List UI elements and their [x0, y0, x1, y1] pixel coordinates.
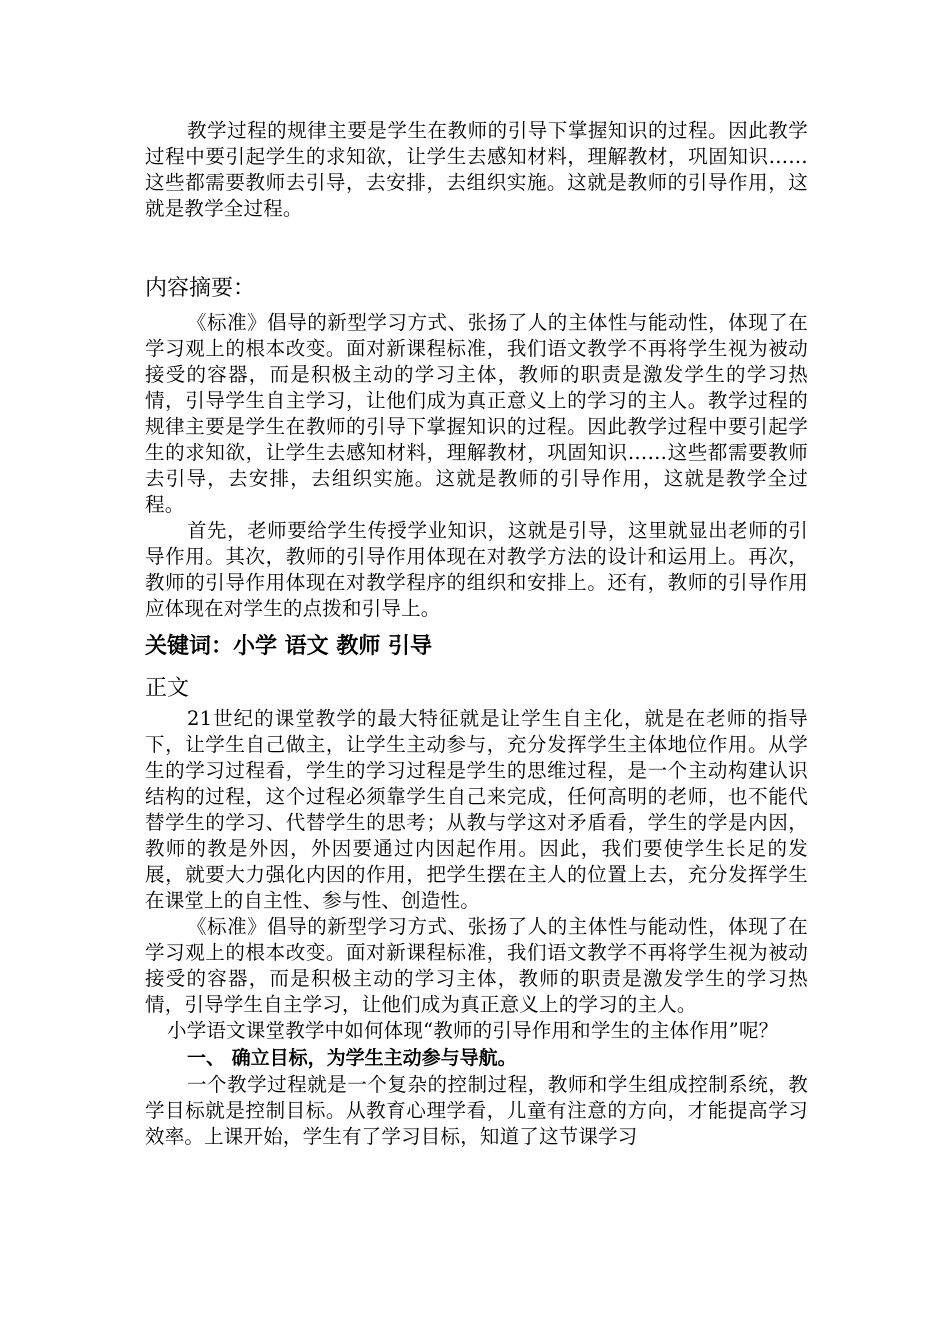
spacer — [145, 222, 808, 274]
intro-paragraph: 教学过程的规律主要是学生在教师的引导下掌握知识的过程。因此教学过程中要引起学生的求知欲，让学生去感知材料，理解教材，巩固知识……这些都需要教师去引导，去安排，去组织实施。这就是教师的引导作用，这就是教学全过程。 — [145, 119, 808, 220]
abstract-paragraph-1: 《标准》倡导的新型学习方式、张扬了人的主体性与能动性，体现了在学习观上的根本改变。面对新课程标准，我们语文教学不再将学生视为被动接受的容器，而是积极主动的学习主体，教师的职责是激发学生的学习热情，引导学生自主学习，让他们成为真正意义上的学习的主人。教学过程的规律主要是学生在教师的引导下掌握知识的过程。因此教学过程中要引起学生的求知欲，让学生去感知材料，理解教材，巩固知识……这些都需要教师去引导，去安排，去组织实施。这就是教师的引导作用，这就是教学全过程。 — [145, 311, 808, 516]
document-page — [145, 118, 808, 1150]
spacer — [145, 622, 808, 632]
body-heading: 正文 — [145, 676, 190, 701]
body-paragraph-1: 21世纪的课堂教学的最大特征就是让学生自主化，就是在老师的指导下，让学生自己做主，让学生主动参与，充分发挥学生主体地位作用。从学生的学习过程看，学生的学习过程是学生的思维过程，是一个主动构建认识结构的过程，这个过程必须靠学生自己来完成，任何高明的老师，也不能代替学生的学习、代替学生的思考；从教与学这对矛盾看，学生的学是内因，教师的教是外因，外因要通过内因起作用。因此，我们要使学生长足的发展，就要大力强化内因的作用，把学生摆在主人的位置上去，充分发挥学生在课堂上的自主性、参与性、创造性。 — [145, 707, 808, 912]
keywords-line: 关键词：小学 语文 教师 引导 — [145, 634, 432, 659]
abstract-paragraph-2: 首先，老师要给学生传授学业知识，这就是引导，这里就显出老师的引导作用。其次，教师的引导作用体现在对教学方法的设计和运用上。再次，教师的引导作用体现在对教学程序的组织和安排上。还有，教师的引导作用应体现在对学生的点拨和引导上。 — [145, 519, 808, 620]
spacer — [145, 662, 808, 674]
body-paragraph-3: 小学语文课堂教学中如何体现“教师的引导作用和学生的主体作用”呢？ — [167, 1019, 779, 1042]
section-1-heading: 一、 确立目标，为学生主动参与导航。 — [187, 1047, 517, 1069]
section-1-paragraph: 一个教学过程就是一个复杂的控制过程，教师和学生组成控制系统，教学目标就是控制目标。从教育心理学看，儿童有注意的方向，才能提高学习效率。上课开始，学生有了学习目标，知道了这节课学习 — [145, 1073, 808, 1148]
abstract-heading: 内容摘要： — [145, 276, 256, 301]
body-paragraph-2: 《标准》倡导的新型学习方式、张扬了人的主体性与能动性，体现了在学习观上的根本改变。面对新课程标准，我们语文教学不再将学生视为被动接受的容器，而是积极主动的学习主体，教师的职责是激发学生的学习热情，引导学生自主学习，让他们成为真正意义上的学习的主人。 — [145, 915, 808, 1016]
